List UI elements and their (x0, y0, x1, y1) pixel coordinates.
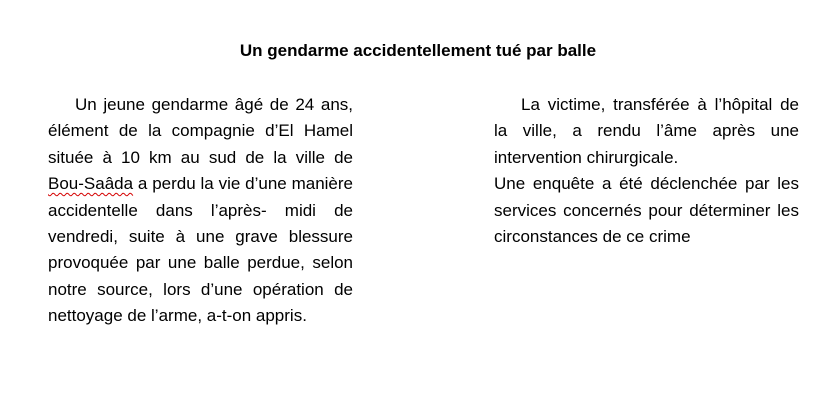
right-paragraph-2: Une enquête a été déclenchée par les services concernés pour déterminer les circonstances de ce crime (494, 174, 799, 247)
left-paragraph (48, 92, 353, 330)
article-title: Un gendarme accidentellement tué par balle (239, 41, 597, 60)
left-paragraph-text-start: Un jeune gendarme âgé de 24 ans, élément de la compagnie d’El Hamel située à 10 km au sud de la ville de (48, 95, 353, 167)
right-paragraph-1: La victime, transférée à l’hôpital de la ville, a rendu l’âme après une intervention chirurgicale. (494, 95, 799, 167)
spellcheck-marked-word: Bou-Saâda (48, 174, 134, 194)
left-paragraph-text-end: a perdu la vie d’une manière accidentelle dans l’après- midi de vendredi, suite à une grave blessure provoquée par une balle perdue, selon notre source, lors d’une opération de nettoyage de l’arme, a-t-on appris. (48, 174, 353, 326)
right-column (494, 92, 799, 250)
left-column (48, 92, 353, 330)
